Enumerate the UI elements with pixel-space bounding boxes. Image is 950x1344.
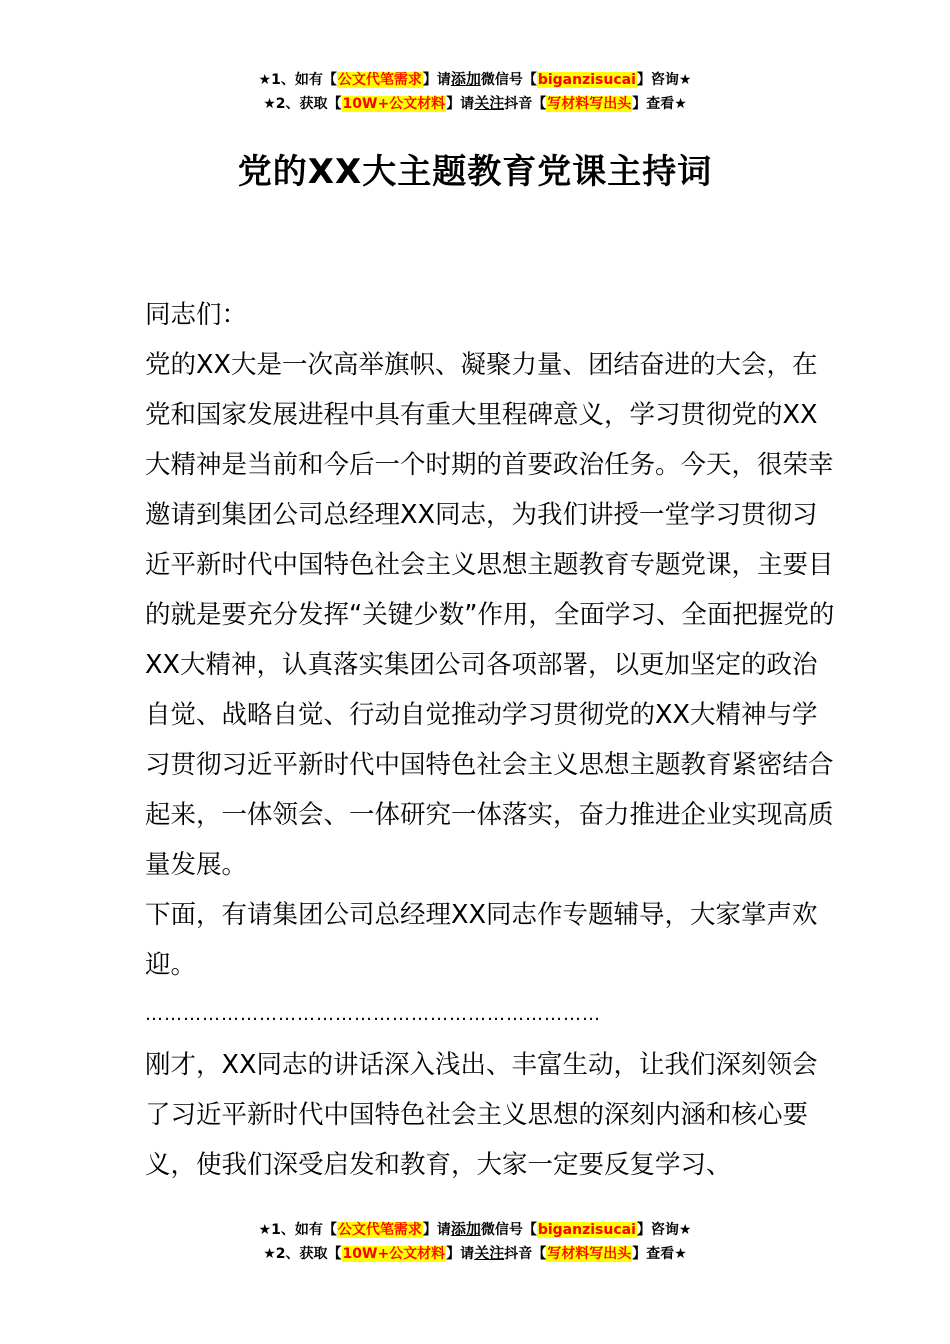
banner-text: 】请 <box>422 72 451 88</box>
document-title: 党的XX大主题教育党课主持词 <box>237 152 713 192</box>
banner-text: ★1、如有【 <box>258 1222 337 1238</box>
banner-line-2 <box>0 1242 950 1266</box>
banner-text: 】咨询★ <box>636 72 692 88</box>
banner-text: 抖音【 <box>504 96 547 112</box>
banner-text: ★2、获取【 <box>263 96 342 112</box>
document-body <box>145 290 835 1190</box>
banner-highlight: biganzisucai <box>537 72 636 88</box>
banner-emphasis: 添加 <box>450 1220 481 1238</box>
banner-text: 】查看★ <box>632 96 687 112</box>
footer-banner <box>0 1218 950 1266</box>
banner-highlight: 写材料写出头 <box>547 1246 632 1262</box>
separator: ……………………………………………………………… <box>145 1004 601 1025</box>
banner-text: ★2、获取【 <box>263 1246 342 1262</box>
banner-text: 】请 <box>446 96 475 112</box>
banner-emphasis: 关注 <box>474 1244 505 1262</box>
paragraph-opening: 党的XX大是一次高举旗帜、凝聚力量、团结奋进的大会，在党和国家发展进程中具有重大里程碑意义，学习贯彻党的XX大精神是当前和今后一个时期的首要政治任务。今天，很荣幸邀请到集团公司总经理XX同志，为我们讲授一堂学习贯彻习近平新时代中国特色社会主义思想主题教育专题党课，主要目的就是要充分发挥“关键少数”作用，全面学习、全面把握党的XX大精神，认真落实集团公司各项部署，以更加坚定的政治自觉、战略自觉、行动自觉推动学习贯彻党的XX大精神与学习贯彻习近平新时代中国特色社会主义思想主题教育紧密结合起来，一体领会、一体研究一体落实，奋力推进企业实现高质量发展。 <box>145 350 835 880</box>
banner-emphasis: 添加 <box>450 70 481 88</box>
paragraph-closing: 刚才，XX同志的讲话深入浅出、丰富生动，让我们深刻领会了习近平新时代中国特色社会主义思想的深刻内涵和核心要义，使我们深受启发和教育，大家一定要反复学习、 <box>145 1050 818 1180</box>
banner-text: 】咨询★ <box>636 1222 692 1238</box>
banner-highlight: 10W+公文材料 <box>342 1246 446 1262</box>
banner-highlight: 写材料写出头 <box>547 96 632 112</box>
banner-text: 微信号【 <box>480 1222 537 1238</box>
banner-text: 】请 <box>422 1222 451 1238</box>
banner-text: 抖音【 <box>504 1246 547 1262</box>
banner-line-2 <box>0 92 950 116</box>
banner-highlight: 10W+公文材料 <box>342 96 446 112</box>
banner-line-1 <box>0 68 950 92</box>
banner-line-1 <box>0 1218 950 1242</box>
salutation: 同志们： <box>145 300 248 330</box>
banner-text: 】请 <box>446 1246 475 1262</box>
paragraph-invitation: 下面，有请集团公司总经理XX同志作专题辅导，大家掌声欢迎。 <box>145 900 818 980</box>
header-banner <box>0 68 950 116</box>
banner-highlight: 公文代笔需求 <box>337 72 422 88</box>
banner-text: ★1、如有【 <box>258 72 337 88</box>
banner-highlight: 公文代笔需求 <box>337 1222 422 1238</box>
banner-text: 微信号【 <box>480 72 537 88</box>
banner-emphasis: 关注 <box>474 94 505 112</box>
banner-highlight: biganzisucai <box>537 1222 636 1238</box>
banner-text: 】查看★ <box>632 1246 687 1262</box>
